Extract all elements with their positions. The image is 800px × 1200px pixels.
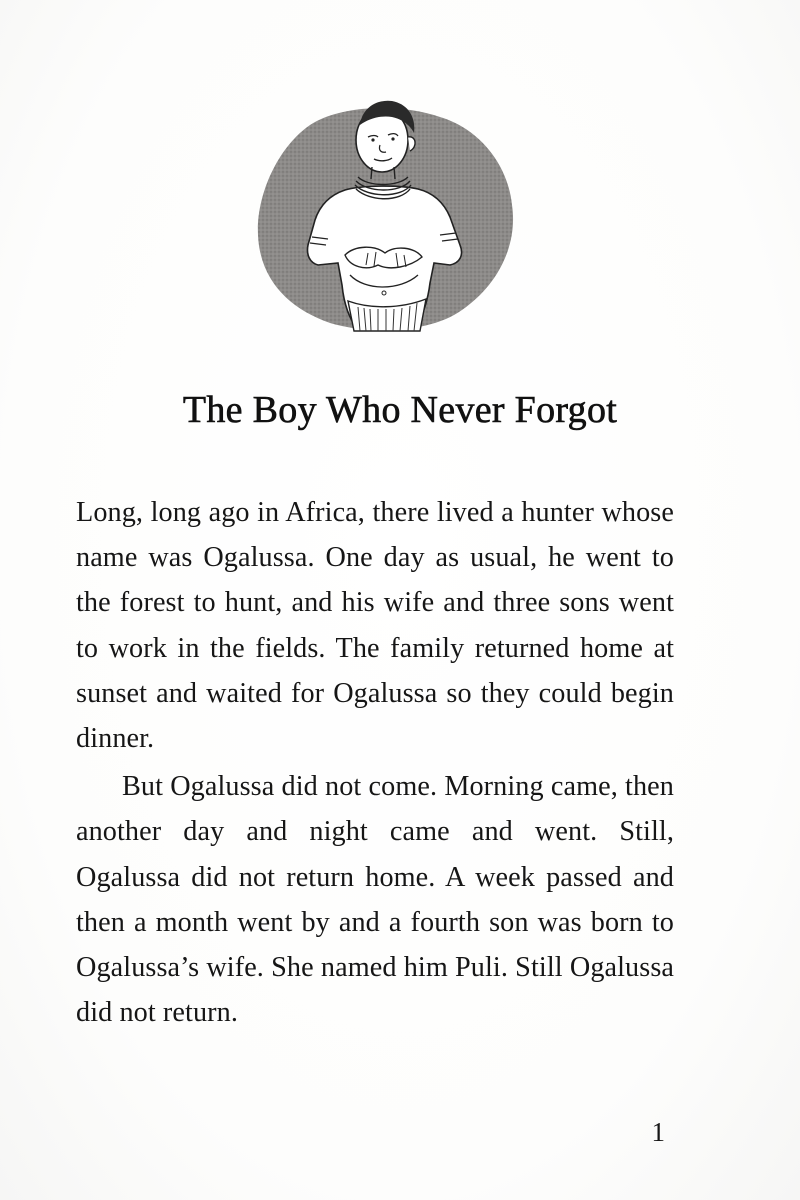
- page-number: 1: [651, 1117, 665, 1147]
- paragraph: But Ogalussa did not come. Morning came, then another day and night came and went. Still, Ogalussa did not return home. A week passed and then a month went by and a fourth son was born to Ogalussa’s wife. She named him Puli. Still Ogalussa did not return.: [76, 771, 674, 1029]
- story-title: The Boy Who Never Forgot: [182, 389, 618, 431]
- paragraph: Long, long ago in Africa, there lived a hunter whose name was Ogalussa. One day as usual, he went to the forest to hunt, and his wife and three sons went to work in the fields. The family returned home at sunset and waited for Ogalussa so they could begin dinner.: [76, 497, 674, 755]
- boy-portrait-illustration: [250, 95, 520, 335]
- story-body: [76, 490, 674, 1035]
